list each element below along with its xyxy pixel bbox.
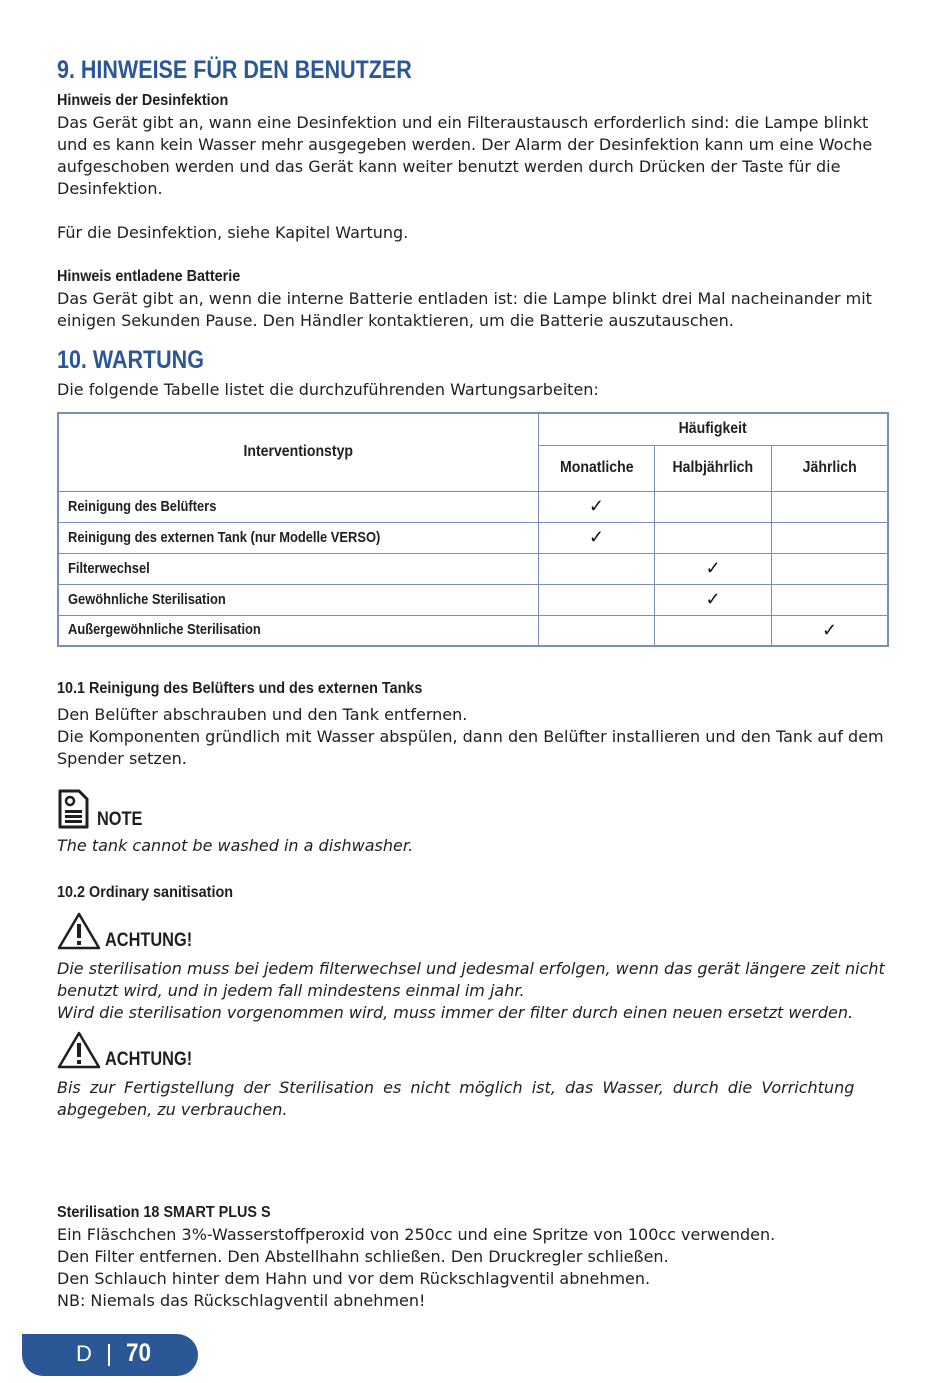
table-cell-frequency [771, 615, 888, 646]
footer-language: D [76, 1341, 92, 1366]
warning-label: ACHTUNG! [105, 1049, 193, 1070]
intervention-label: Filterwechsel [68, 559, 150, 577]
desinfektion-heading: Hinweis der Desinfektion [57, 92, 229, 109]
sterilisation-heading: Sterilisation 18 SMART PLUS S [57, 1204, 271, 1221]
sterilisation-line: Ein Fläschchen 3%-Wasserstoffperoxid von 250cc und eine Spritze von 100cc verwenden. [57, 1225, 776, 1244]
warning-line: Wird die sterilisation vorgenommen wird, muss immer der filter durch einen neuen ersetzt werden. [57, 1003, 854, 1022]
section-10-1 [57, 678, 893, 770]
section-9-title: 9. HINWEISE FÜR DEN BENUTZER [57, 56, 412, 84]
desinfektion-line: aufgeschoben werden und das Gerät kann weiter benutzt werden durch Drücken der Taste für die [57, 157, 841, 176]
batterie-line: einigen Sekunden Pause. Den Händler kontaktieren, um die Batterie auszutauschen. [57, 311, 734, 330]
section-10-intro: Die folgende Tabelle listet die durchzuführenden Wartungsarbeiten: [57, 380, 599, 399]
section-10-1-line: Den Belüfter abschrauben und den Tank entfernen. [57, 705, 468, 724]
note-document-icon [57, 789, 89, 829]
column-header-halfyearly [655, 445, 772, 491]
warning-triangle-icon [57, 1031, 101, 1069]
warning-triangle-icon [57, 912, 101, 950]
table-cell-frequency [771, 584, 888, 615]
table-cell-intervention [58, 522, 538, 553]
table-cell-frequency [771, 522, 888, 553]
warning-line: Bis zur Fertigstellung der Sterilisation es nicht möglich ist, das Wasser, durch die Vorrichtung [57, 1078, 855, 1097]
table-cell-frequency [771, 553, 888, 584]
warning-line: benutzt wird, und in jedem fall mindestens einmal im jahr. [57, 981, 525, 1000]
table-cell-frequency [538, 522, 655, 553]
column-header-yearly [771, 445, 888, 491]
table-row [58, 491, 888, 522]
column-header-monthly-label: Monatliche [559, 459, 634, 476]
checkmark-icon: ✓ [588, 527, 604, 547]
sterilisation-line: Den Filter entfernen. Den Abstellhahn schließen. Den Druckregler schließen. [57, 1247, 669, 1266]
checkmark-icon: ✓ [588, 496, 604, 516]
batterie-block [57, 266, 893, 332]
table-row [58, 522, 888, 553]
table-row [58, 615, 888, 646]
batterie-line: Das Gerät gibt an, wenn die interne Batterie entladen ist: die Lampe blinkt drei Mal nacheinander mit [57, 289, 872, 308]
table-body [58, 491, 888, 646]
warning-label: ACHTUNG! [105, 930, 193, 951]
note-label: NOTE [97, 809, 143, 830]
column-header-frequency-label: Häufigkeit [678, 420, 747, 438]
table-cell-intervention [58, 584, 538, 615]
page-footer-tab [22, 1334, 198, 1376]
checkmark-icon: ✓ [821, 619, 838, 640]
table-cell-intervention [58, 553, 538, 584]
table-cell-frequency [538, 553, 655, 584]
warning-line: Die sterilisation muss bei jedem filterwechsel und jedesmal erfolgen, wenn das gerät längere zeit nicht [57, 959, 885, 978]
footer-separator [108, 1344, 110, 1366]
page-number: 70 [126, 1339, 152, 1367]
column-header-frequency [538, 413, 888, 445]
table-cell-frequency [538, 491, 655, 522]
section-10-1-heading: 10.1 Reinigung des Belüfters und des externen Tanks [57, 680, 423, 697]
column-header-type-label: Interventionstyp [243, 443, 354, 461]
table-cell-frequency [538, 615, 655, 646]
column-header-type [58, 413, 538, 491]
table-row [58, 584, 888, 615]
section-10-title: 10. WARTUNG [57, 346, 204, 374]
desinfektion-block [57, 90, 893, 244]
section-10-2-heading: 10.2 Ordinary sanitisation [57, 884, 234, 901]
sterilisation-line: NB: Niemals das Rückschlagventil abnehmen! [57, 1291, 426, 1310]
intervention-label: Gewöhnliche Sterilisation [68, 590, 226, 608]
maintenance-table [57, 412, 889, 647]
desinfektion-line: Das Gerät gibt an, wann eine Desinfektion und ein Filteraustausch erforderlich sind: die Lampe blinkt [57, 113, 869, 132]
table-cell-frequency [655, 584, 772, 615]
note-text: The tank cannot be washed in a dishwasher. [57, 836, 414, 855]
table-cell-frequency [538, 584, 655, 615]
section-10-1-line: Spender setzen. [57, 749, 187, 768]
column-header-yearly-label: Jährlich [802, 459, 857, 476]
sterilisation-line: Den Schlauch hinter dem Hahn und vor dem Rückschlagventil abnehmen. [57, 1269, 651, 1288]
column-header-monthly [538, 445, 655, 491]
desinfektion-line: und es kann kein Wasser mehr ausgegeben werden. Der Alarm der Desinfektion kann um eine Woche [57, 135, 873, 154]
table-cell-frequency [771, 491, 888, 522]
batterie-heading: Hinweis entladene Batterie [57, 268, 241, 285]
table-row [58, 553, 888, 584]
sterilisation-block [57, 1202, 893, 1312]
table-cell-frequency [655, 522, 772, 553]
desinfektion-note: Für die Desinfektion, siehe Kapitel Wartung. [57, 223, 409, 242]
section-10-1-line: Die Komponenten gründlich mit Wasser abspülen, dann den Belüfter installieren und den Tank auf dem [57, 727, 884, 746]
column-header-halfyearly-label: Halbjährlich [672, 459, 754, 476]
table-cell-intervention [58, 615, 538, 646]
table-cell-frequency [655, 553, 772, 584]
intervention-label: Reinigung des externen Tank (nur Modelle VERSO) [68, 528, 381, 546]
table-cell-frequency [655, 615, 772, 646]
warning-line: abgegeben, zu verbrauchen. [57, 1100, 288, 1119]
checkmark-icon: ✓ [705, 558, 721, 578]
checkmark-icon: ✓ [705, 589, 721, 609]
table-cell-intervention [58, 491, 538, 522]
desinfektion-line: Desinfektion. [57, 179, 163, 198]
table-cell-frequency [655, 491, 772, 522]
intervention-label: Außergewöhnliche Sterilisation [68, 621, 261, 639]
intervention-label: Reinigung des Belüfters [68, 497, 217, 515]
